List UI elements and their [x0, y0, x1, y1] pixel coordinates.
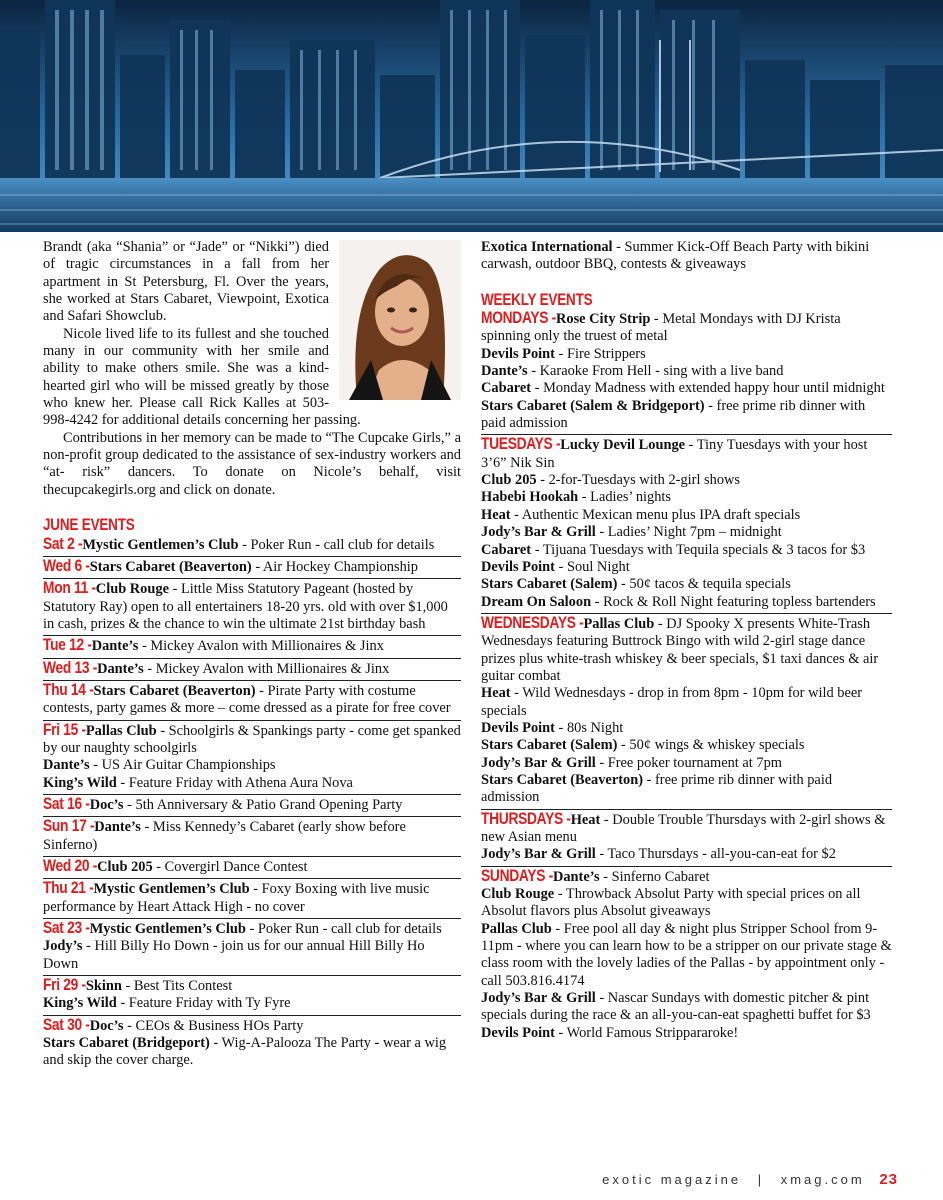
june-events-heading: JUNE EVENTS — [43, 515, 135, 534]
right-column — [481, 239, 892, 1042]
website-link[interactable]: xmag.com — [780, 1172, 865, 1187]
venue-name: Heat — [570, 811, 601, 828]
venue-name: Mystic Gentlemen’s Club — [93, 881, 250, 898]
event-line — [481, 542, 892, 559]
event-line — [43, 580, 461, 633]
event-description: - Mickey Avalon with Millionaires & Jinx — [143, 660, 390, 677]
event-day-label: Fri 15 - — [43, 720, 86, 739]
event-entry — [43, 816, 461, 854]
event-line — [481, 363, 892, 380]
event-description: - US Air Guitar Championships — [89, 757, 276, 774]
venue-name: Dante’s — [91, 638, 139, 655]
venue-name: Rose City Strip — [555, 311, 651, 328]
event-day-label: WEDNESDAYS - — [481, 613, 584, 632]
event-line — [481, 990, 892, 1025]
event-description: - 50¢ wings & whiskey specials — [617, 737, 805, 754]
event-line — [481, 472, 892, 489]
event-entry — [43, 1015, 461, 1070]
june-events-continued — [481, 239, 892, 274]
event-description: - Pirate Party with costume contests, party games & more – come dressed as a pirate for free cover — [43, 682, 451, 717]
venue-name: Cabaret — [481, 541, 532, 558]
venue-name: Jody’s — [43, 938, 83, 955]
event-description: - Free poker tournament at 7pm — [595, 754, 782, 771]
page-number: 23 — [879, 1171, 898, 1188]
event-day-label: Mon 11 - — [43, 579, 96, 597]
event-line — [481, 737, 892, 754]
event-description: - Ladies’ Night 7pm – midnight — [595, 524, 782, 541]
event-line — [481, 921, 892, 990]
event-day-label: THURSDAYS - — [481, 809, 571, 828]
venue-name: King’s Wild — [43, 774, 117, 791]
event-entry — [43, 556, 461, 576]
event-day-label: Sat 2 - — [43, 534, 83, 553]
event-entry — [43, 680, 461, 718]
event-day-label: MONDAYS - — [481, 308, 556, 327]
magazine-name: exotic magazine — [602, 1172, 742, 1187]
event-line — [481, 524, 892, 541]
event-line — [481, 846, 892, 863]
event-day-label: TUESDAYS - — [481, 435, 561, 453]
venue-name: Lucky Devil Lounge — [560, 437, 686, 454]
event-description: - Little Miss Statutory Pageant (hosted by Statutory Ray) open to all entertainers 18-20 yrs. old with over $1,000 in cash, prizes & the chance to win the ultimate 21st birthday bash — [43, 581, 448, 632]
venue-name: Devils Point — [481, 345, 555, 362]
event-line — [481, 886, 892, 921]
event-entry — [481, 613, 892, 807]
event-description: - Schoolgirls & Spankings party - come get spanked by our naughty schoolgirls — [43, 722, 461, 756]
event-description: - CEOs & Business HOs Party — [123, 1017, 304, 1034]
venue-name: Devils Point — [481, 558, 555, 575]
venue-name: Doc’s — [89, 1017, 124, 1034]
event-description: - Monday Madness with extended happy hour until midnight — [531, 380, 885, 397]
event-description: - Foxy Boxing with live music performance by Heart Attack High - no cover — [43, 881, 430, 915]
event-day-label: Tue 12 - — [43, 636, 92, 654]
event-description: - Taco Thursdays - all-you-can-eat for $2 — [595, 846, 836, 863]
event-entry — [43, 794, 461, 814]
event-line — [481, 507, 892, 524]
event-line — [43, 536, 461, 554]
event-day-label: Sat 23 - — [43, 918, 90, 937]
event-entry — [43, 658, 461, 678]
event-line — [481, 436, 892, 472]
event-description: - Karaoke From Hell - sing with a live band — [527, 363, 784, 380]
weekly-events-heading: WEEKLY EVENTS — [481, 290, 593, 309]
venue-name: Stars Cabaret (Salem & Bridgeport) — [481, 397, 705, 414]
footer-separator: | — [757, 1172, 765, 1187]
event-line — [43, 558, 461, 576]
venue-name: Dante’s — [481, 363, 528, 380]
event-description: - Wild Wednesdays - drop in from 8pm - 10pm for wild beer specials — [481, 685, 863, 719]
venue-name: Stars Cabaret (Salem) — [481, 737, 618, 754]
event-description: - free prime rib dinner with paid admission — [481, 397, 866, 432]
event-line — [481, 310, 892, 346]
event-description: - Soul Night — [554, 558, 630, 575]
event-entry — [43, 578, 461, 633]
event-line — [481, 811, 892, 847]
event-line — [481, 755, 892, 772]
event-line — [43, 722, 461, 758]
venue-name: Mystic Gentlemen’s Club — [89, 921, 246, 938]
event-description: - Nascar Sundays with domestic pitcher & pint specials during the race & an all-you-can-eat spaghetti buffet for $3 — [481, 990, 871, 1024]
event-line — [43, 775, 461, 792]
event-day-label: Thu 21 - — [43, 879, 94, 897]
event-entry — [481, 809, 892, 864]
venue-name: Cabaret — [481, 380, 532, 397]
event-line — [43, 637, 461, 655]
event-line — [481, 559, 892, 576]
event-entry — [43, 975, 461, 1013]
venue-name: Dante’s — [94, 819, 141, 836]
event-line — [43, 818, 461, 854]
venue-name: Jody’s Bar & Grill — [481, 846, 596, 863]
event-description: - Miss Kennedy’s Cabaret (early show before Sinferno) — [43, 819, 406, 853]
venue-name: Club 205 — [97, 859, 153, 875]
event-description: - Feature Friday with Athena Aura Nova — [116, 774, 353, 791]
june-events-list — [43, 536, 461, 1070]
event-description: - Tijuana Tuesdays with Tequila specials & 3 tacos for $3 — [531, 541, 866, 558]
event-description: - Poker Run - call club for details — [245, 921, 442, 938]
event-description: - DJ Spooky X presents White-Trash Wednesdays featuring Buttrock Bingo with wild 2-girl stage dance prizes plus white-trash whiskey & beer specials, $1 taxi dances & air guitar combat — [481, 615, 879, 684]
venue-name: Heat — [481, 685, 511, 702]
venue-name: Devils Point — [481, 719, 555, 736]
event-description: - free prime rib dinner with paid admission — [481, 771, 833, 806]
event-description: - Fire Strippers — [554, 345, 646, 362]
event-line — [43, 796, 461, 814]
event-line — [43, 938, 461, 973]
event-day-label: Wed 6 - — [43, 556, 90, 575]
venue-name: Dante’s — [43, 757, 90, 774]
event-line — [43, 660, 461, 678]
event-day-label: SUNDAYS - — [481, 866, 553, 885]
event-description: - Throwback Absolut Party with special prices on all Absolut flavors plus Absolut giveaways — [481, 886, 861, 920]
event-description: - Hill Billy Ho Down - join us for our annual Hill Billy Ho Down — [43, 938, 425, 972]
skyline-illustration — [0, 0, 943, 232]
event-line — [43, 1035, 461, 1070]
venue-name: Pallas Club — [85, 722, 157, 739]
venue-name: Pallas Club — [481, 920, 552, 937]
event-line — [43, 920, 461, 938]
woman-portrait-image — [339, 240, 461, 400]
event-description: - Air Hockey Championship — [251, 558, 418, 575]
venue-name: Stars Cabaret (Salem) — [481, 576, 618, 593]
venue-name: Doc’s — [89, 796, 124, 813]
event-line — [43, 1017, 461, 1035]
event-description: - Ladies’ nights — [578, 489, 672, 506]
event-description: - Feature Friday with Ty Fyre — [116, 995, 291, 1012]
event-line — [43, 757, 461, 774]
event-entry — [481, 239, 892, 274]
event-entry — [43, 918, 461, 973]
event-line — [43, 682, 461, 718]
venue-name: Skinn — [85, 978, 122, 995]
event-day-label: Sat 16 - — [43, 794, 90, 813]
event-description: - Rock & Roll Night featuring topless bartenders — [591, 593, 876, 610]
event-description: - Poker Run - call club for details — [238, 536, 435, 553]
venue-name: Dante’s — [552, 868, 600, 885]
venue-name: Club Rouge — [481, 886, 555, 903]
event-description: - Best Tits Contest — [121, 978, 233, 995]
event-description: - 2-for-Tuesdays with 2-girl shows — [536, 472, 741, 489]
event-description: - 50¢ tacos & tequila specials — [617, 576, 791, 593]
venue-name: Stars Cabaret (Bridgeport) — [43, 1035, 210, 1052]
event-entry — [43, 635, 461, 655]
event-line — [481, 615, 892, 685]
event-description: - 5th Anniversary & Patio Grand Opening Party — [123, 796, 403, 813]
event-entry — [481, 866, 892, 1042]
memorial-paragraph-2: Nicole lived life to its fullest and she touched many in our community with her smile and ability to make others smile. She was a kind-hearted girl who will be missed greatly by those who knew her. Please call Rick Kalles at 503-998-4242 for additional details concerning her passing. — [43, 325, 361, 429]
venue-name: Heat — [481, 506, 511, 523]
venue-name: Dante’s — [97, 660, 144, 677]
venue-name: Jody’s Bar & Grill — [481, 990, 596, 1007]
event-line — [43, 977, 461, 995]
venue-name: Jody’s Bar & Grill — [481, 524, 596, 541]
event-entry — [43, 878, 461, 916]
memorial-photo — [339, 240, 461, 400]
page-footer — [602, 1171, 898, 1188]
venue-name: Stars Cabaret (Beaverton) — [93, 682, 256, 699]
event-line — [481, 380, 892, 397]
venue-name: Mystic Gentlemen’s Club — [82, 536, 239, 553]
memorial-paragraph-1: Brandt (aka “Shania” or “Jade” or “Nikki”) died of tragic circumstances in a fall from her apartment in St Petersburg, Fl. Over the years, she worked at Stars Cabaret, Viewpoint, Exotica and Safari Showclub. — [43, 239, 329, 325]
venue-name: Habebi Hookah — [481, 489, 579, 506]
event-day-label: Sun 17 - — [43, 817, 95, 835]
event-description: - World Famous Strippararoke! — [554, 1024, 739, 1041]
event-entry — [481, 434, 892, 610]
event-description: - Sinferno Cabaret — [599, 868, 710, 885]
venue-name: Stars Cabaret (Beaverton) — [481, 771, 643, 788]
event-line — [481, 398, 892, 433]
event-description: - Mickey Avalon with Millionaires & Jinx — [138, 638, 384, 655]
venue-name: Exotica International — [481, 239, 613, 255]
venue-name: Devils Point — [481, 1024, 555, 1041]
event-day-label: Sat 30 - — [43, 1015, 90, 1034]
event-line — [481, 685, 892, 720]
venue-name: Stars Cabaret (Beaverton) — [89, 558, 252, 575]
venue-name: Dream On Saloon — [481, 593, 592, 610]
event-entry — [43, 856, 461, 876]
event-line — [43, 995, 461, 1012]
event-description: - Metal Mondays with DJ Krista spinning only the truest of metal — [481, 311, 841, 345]
event-line — [481, 239, 892, 274]
event-day-label: Wed 13 - — [43, 658, 98, 677]
event-day-label: Thu 14 - — [43, 680, 94, 699]
event-day-label: Wed 20 - — [43, 856, 98, 875]
event-line — [481, 346, 892, 363]
event-line — [481, 1025, 892, 1042]
event-entry — [43, 720, 461, 792]
event-line — [481, 720, 892, 737]
venue-name: Club Rouge — [95, 581, 169, 598]
venue-name: Club 205 — [481, 472, 537, 489]
event-entry — [481, 310, 892, 432]
event-line — [481, 576, 892, 593]
city-skyline-banner — [0, 0, 943, 232]
left-column — [43, 239, 461, 1070]
event-description: - Wig-A-Palooza The Party - wear a wig and skip the cover charge. — [43, 1035, 447, 1069]
event-description: - 80s Night — [554, 719, 624, 736]
event-day-label: Fri 29 - — [43, 975, 86, 994]
event-line — [481, 772, 892, 807]
event-description: - Summer Kick-Off Beach Party with bikini carwash, outdoor BBQ, contests & giveaways — [481, 239, 870, 273]
event-line — [481, 489, 892, 506]
event-line — [43, 880, 461, 916]
venue-name: Pallas Club — [583, 615, 655, 632]
event-description: - Tiny Tuesdays with your host 3’6” Nik Sin — [481, 437, 868, 471]
event-entry — [43, 536, 461, 554]
venue-name: King’s Wild — [43, 995, 117, 1012]
event-line — [43, 858, 461, 876]
memorial-paragraph-3: Contributions in her memory can be made to “The Cupcake Girls,” a non-profit group dedicated to the assistance of sex-industry workers and “at- risk” dancers. To donate on Nicole’s behalf, visit thecupcakegirls.org and click on donate. — [43, 429, 461, 498]
event-line — [481, 868, 892, 886]
venue-name: Jody’s Bar & Grill — [481, 754, 596, 771]
event-line — [481, 594, 892, 611]
weekly-events-list — [481, 310, 892, 1042]
event-description: - Double Trouble Thursdays with 2-girl shows & new Asian menu — [481, 811, 886, 845]
event-description: - Free pool all day & night plus Stripper School from 9-11pm - where you can learn how to be a stripper on our private stage & class room with the lovely ladies of the Pallas - by appointment only - call 503.816.4174 — [481, 920, 892, 989]
event-description: - Covergirl Dance Contest — [152, 859, 308, 875]
event-description: - Authentic Mexican menu plus IPA draft specials — [510, 506, 801, 523]
